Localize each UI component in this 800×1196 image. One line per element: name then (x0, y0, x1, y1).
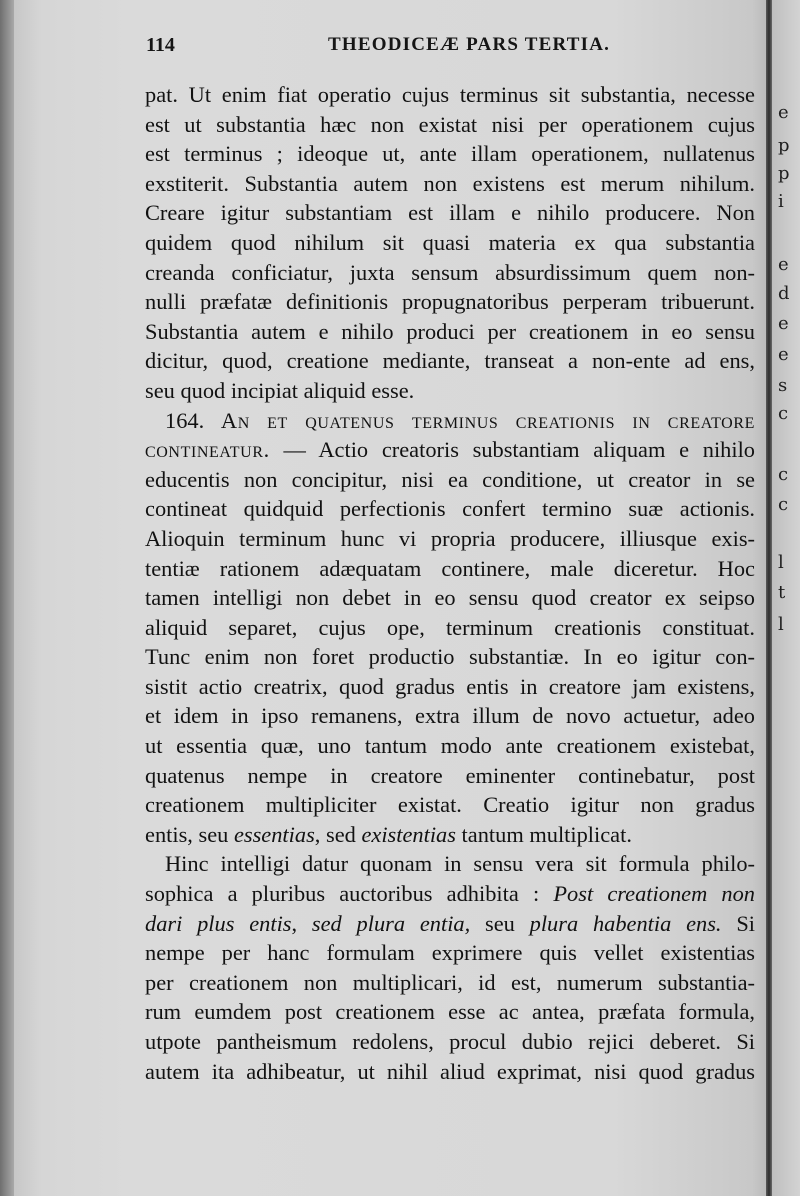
paragraph-1 (145, 80, 755, 406)
text-line: dicitur, quod, creatione mediante, transeat a non-ente ad ens, (145, 348, 755, 374)
section-number: 164. (165, 407, 205, 433)
text-line: tamen intelligi non debet in eo sensu quod creator ex seipso (145, 585, 755, 611)
text-line: nulli præfatæ definitionis propugnatoribus perperam tribuerunt. (145, 289, 755, 315)
text-line: contineat quidquid perfectionis confert termino suæ actionis. (145, 496, 755, 522)
text-line: creanda conficiatur, juxta sensum absurdissimum quem non- (145, 259, 755, 285)
text-run: , sed (314, 821, 362, 847)
section-heading-line (145, 435, 755, 465)
facing-fragment: i (778, 191, 784, 212)
section-164 (145, 406, 755, 850)
text-line: autem ita adhibeatur, ut nihil aliud exprimat, nisi quod gradus (145, 1058, 755, 1084)
italic-run: dari plus entis (145, 910, 292, 936)
facing-fragment: e (778, 344, 789, 365)
text-line: exstiterit. Substantia autem non existens est merum nihilum. (145, 170, 755, 196)
facing-fragment: c (778, 464, 789, 485)
text-line: seu quod incipiat aliquid esse. (145, 377, 415, 403)
text-line: nempe per hanc formulam exprimere quis vellet existentias (145, 940, 755, 966)
text-line (145, 909, 755, 939)
text-line: sistit actio creatrix, quod gradus entis in creatore jam existens, (145, 673, 755, 699)
italic-run: essentias (233, 821, 315, 847)
facing-fragment: l (778, 614, 784, 635)
facing-fragment: p (778, 163, 790, 184)
text-line: tentiæ rationem adæquatam continere, male diceretur. Hoc (145, 555, 755, 581)
text-line: est ut substantia hæc non existat nisi per operationem cujus (145, 111, 755, 137)
italic-run: Post creationem non (553, 881, 756, 907)
section-heading: An et quatenus terminus creationis in creatore (220, 407, 755, 433)
text-line: Alioquin terminum hunc vi propria producere, illiusque exis- (145, 525, 755, 551)
facing-fragment: e (778, 102, 789, 123)
italic-run: plura habentia ens. (529, 910, 722, 936)
text-run: , (291, 910, 312, 936)
page-left-edge (0, 0, 14, 1196)
text-line: quatenus nempe in creatore eminenter continebatur, post (145, 762, 755, 788)
text-line: per creationem non multiplicari, id est, numerum substantia- (145, 969, 755, 995)
text-line: Tunc enim non foret productio substantiæ. In eo igitur con- (145, 644, 755, 670)
text-line: est terminus ; ideoque ut, ante illam operationem, nullatenus (145, 141, 755, 167)
text-line: quidem quod nihilum sit quasi materia ex qua substantia (145, 229, 755, 255)
facing-fragment: l (778, 552, 784, 573)
section-heading-line (145, 406, 755, 436)
running-title: THEODICEÆ PARS TERTIA. (328, 34, 611, 55)
paragraph-3 (145, 849, 755, 1086)
text-run: entis, seu (145, 821, 234, 847)
text-line: Substantia autem e nihilo produci per creationem in eo sensu (145, 318, 755, 344)
running-header (146, 34, 752, 60)
text-line (145, 820, 755, 850)
facing-fragment: c (778, 403, 789, 424)
text-line: utpote pantheismum redolens, procul dubio rejici deberet. Si (145, 1029, 755, 1054)
text-line: rum eumdem post creationem esse ac antea, præfata formula, (145, 999, 755, 1025)
italic-run: existentias (361, 821, 456, 847)
text-run: tantum multiplicat. (455, 821, 632, 847)
text-line: et idem in ipso remanens, extra illum de novo actuetur, adeo (145, 703, 755, 729)
facing-fragment: t (778, 582, 786, 603)
facing-fragment: e (778, 313, 789, 334)
text-line (145, 879, 755, 909)
body-text (145, 80, 755, 1086)
em-dash: — (269, 437, 319, 463)
section-heading-cont: contineatur. (145, 437, 270, 463)
facing-fragment: e (778, 254, 789, 275)
facing-fragment: c (778, 494, 789, 515)
text-run: Si (721, 910, 755, 936)
text-run: sophica a pluribus auctoribus adhibita : (145, 881, 554, 907)
text-line: educentis non concipitur, nisi ea conditione, ut creator in se (145, 466, 755, 492)
page-number: 114 (146, 34, 175, 56)
text-line: Hinc intelligi datur quonam in sensu vera sit formula philo- (165, 851, 755, 877)
text-line: creationem multipliciter existat. Creatio igitur non gradus (145, 792, 755, 818)
text-run: Actio creatoris substantiam aliquam e nihilo (318, 437, 755, 463)
text-line: ut essentia quæ, uno tantum modo ante creationem existebat, (145, 733, 755, 759)
italic-run: sed plura entia, (311, 910, 471, 936)
text-line: Creare igitur substantiam est illam e nihilo producere. Non (145, 200, 755, 226)
facing-fragment: s (778, 375, 788, 396)
facing-fragment: p (778, 135, 790, 156)
text-line: pat. Ut enim fiat operatio cujus terminus sit substantia, necesse (145, 82, 755, 107)
facing-fragment: d (778, 283, 790, 304)
text-run: seu (470, 910, 530, 936)
text-line: aliquid separet, cujus ope, terminum creationis constituat. (145, 614, 755, 640)
